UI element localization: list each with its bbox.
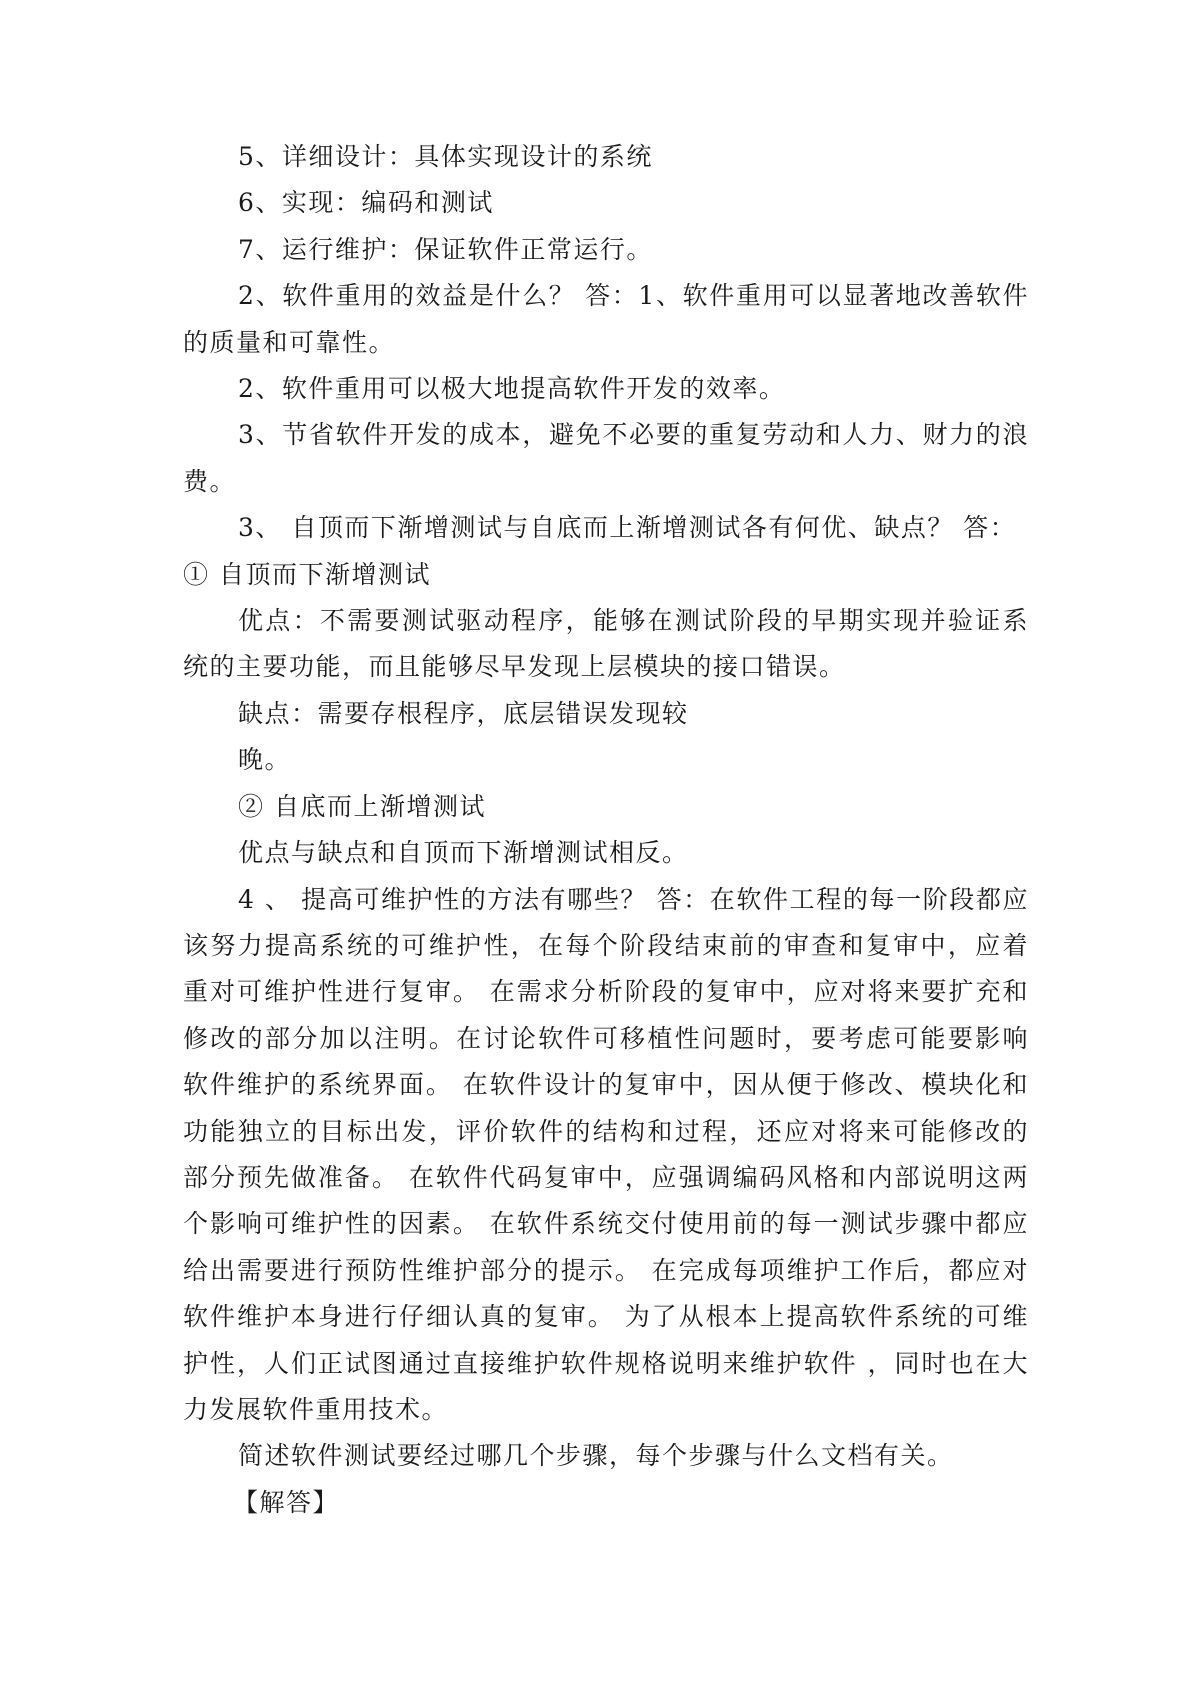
paragraph-answer-label: 【解答】 — [233, 1487, 340, 1517]
paragraph-testing-question: 3、 自顶而下渐增测试与自底而上渐增测试各有何优、缺点？ 答： — [238, 513, 1017, 543]
paragraph-reuse-cost: 3、节省软件开发的成本，避免不必要的重复劳动和人力、财力的浪费。 — [183, 420, 1029, 496]
paragraph-top-down-cons: 缺点：需要存根程序，底层错误发现较 — [238, 698, 689, 728]
paragraph-reuse-efficiency: 2、软件重用可以极大地提高软件开发的效率。 — [238, 374, 786, 404]
document-body — [183, 134, 1029, 1526]
paragraph-top-down-cons-cont: 晚。 — [238, 745, 292, 775]
paragraph-reuse-question: 2、软件重用的效益是什么？ 答：1、软件重用可以显著地改善软件的质量和可靠性。 — [183, 281, 1029, 357]
paragraph-detailed-design: 5、详细设计：具体实现设计的系统 — [238, 142, 653, 171]
paragraph-implementation: 6、实现：编码和测试 — [238, 188, 494, 218]
paragraph-bottom-up-pros-cons: 优点与缺点和自顶而下渐增测试相反。 — [238, 838, 689, 868]
paragraph-bottom-up-heading: ② 自底而上渐增测试 — [238, 791, 486, 821]
paragraph-testing-steps-question: 简述软件测试要经过哪几个步骤，每个步骤与什么文档有关。 — [238, 1441, 954, 1471]
paragraph-maintainability: 4 、 提高可维护性的方法有哪些？ 答：在软件工程的每一阶段都应该努力提高系统的可维护性，在每个阶段结束前的审查和复审中，应着重对可维护性进行复审。 在需求分析阶段的复审中，应对将来要扩充和修改的部分加以注明。在讨论软件可移植性问题时，要考虑可能要影响软件维护的系统界面。 在软件设计的复审中，因从便于修改、模块化和功能独立的目标出发，评价软件的结构和过程，还应对将来可能修改的部分预先做准备。 在软件代码复审中，应强调编码风格和内部说明这两个影响可维护性的因素。 在软件系统交付使用前的每一测试步骤中都应给出需要进行预防性维护部分的提示。 在完成每项维护工作后，都应对软件维护本身进行仔细认真的复审。 为了从根本上提高软件系统的可维护性，人们正试图通过直接维护软件规格说明来维护软件 ，同时也在大力发展软件重用技术。 — [183, 884, 1029, 1424]
paragraph-top-down-heading: ① 自顶而下渐增测试 — [183, 559, 431, 589]
paragraph-maintenance: 7、运行维护：保证软件正常运行。 — [238, 234, 653, 264]
paragraph-top-down-pros: 优点：不需要测试驱动程序，能够在测试阶段的早期实现并验证系统的主要功能，而且能够尽早发现上层模块的接口错误。 — [183, 606, 1029, 682]
